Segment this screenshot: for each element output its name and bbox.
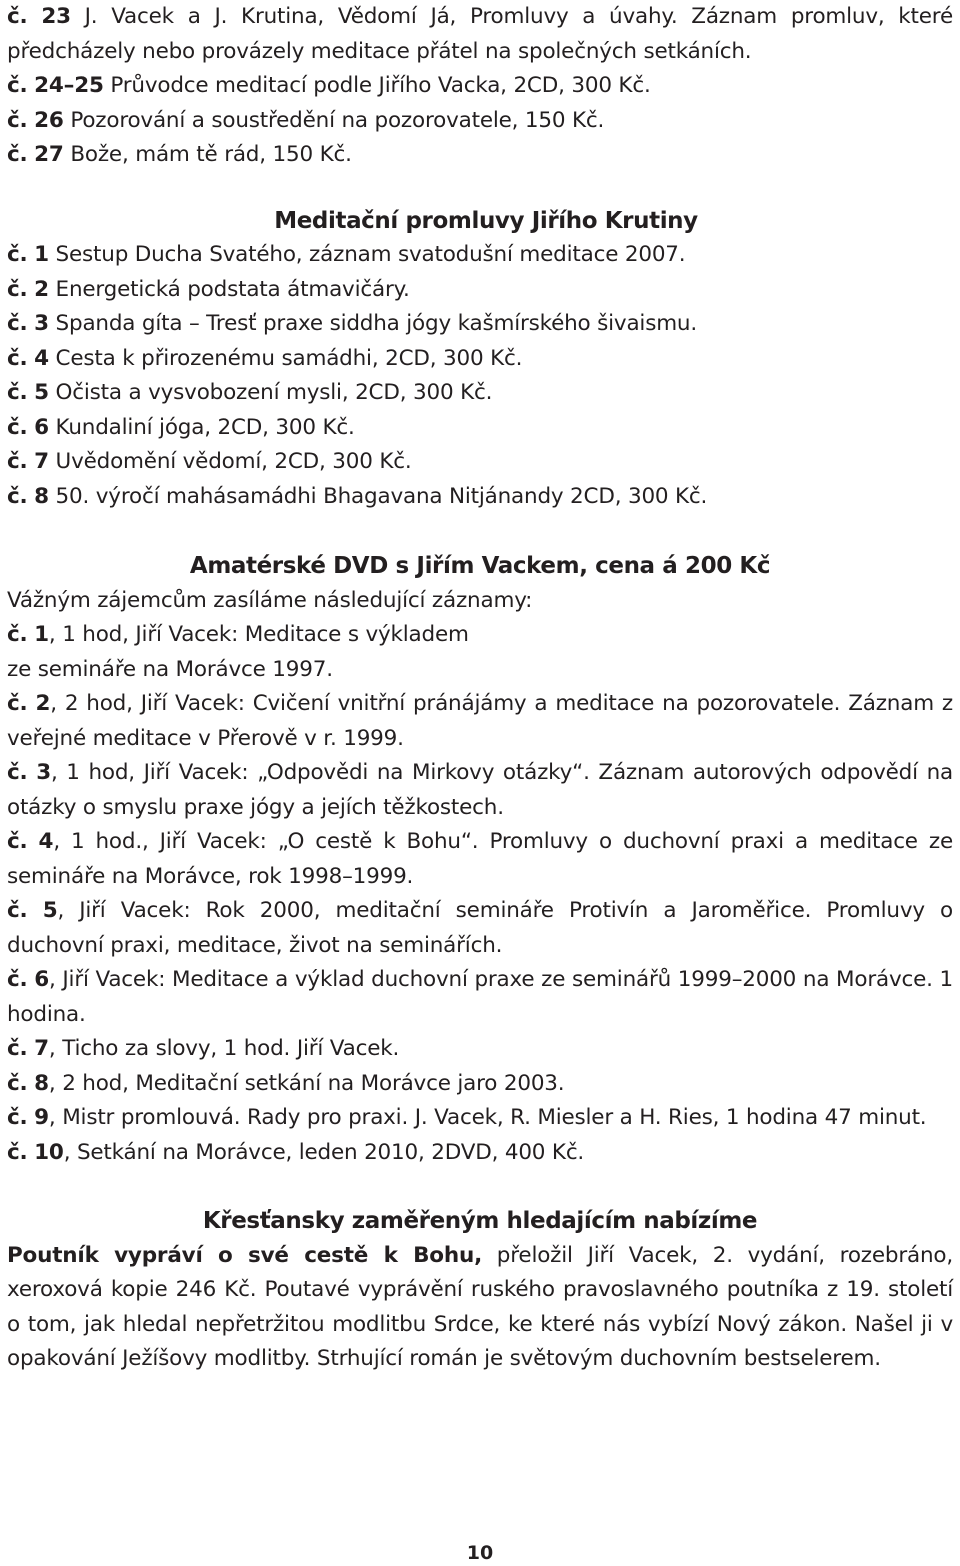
item-prefix: č. <box>7 829 28 854</box>
item-prefix: č. <box>7 967 28 992</box>
item-prefix: č. <box>7 483 28 509</box>
item-number: 7 <box>34 1036 49 1061</box>
item-prefix: č. <box>7 107 28 133</box>
item-text: , Jiří Vacek: Rok 2000, meditační semináře Protivín a Jaroměřice. Promluvy o duchovní praxi, meditace, život na seminářích. <box>7 898 954 958</box>
item-number: 7 <box>34 449 49 474</box>
item-prefix: č. <box>7 1105 28 1130</box>
item-prefix: č. <box>7 760 28 785</box>
item-prefix: č. <box>7 276 28 302</box>
item-prefix: č. <box>7 4 28 29</box>
list-item <box>7 307 953 342</box>
item-text: Cesta k přirozenému samádhi, 2CD, 300 Kč. <box>48 345 523 371</box>
page-content <box>7 0 953 1377</box>
item-prefix: č. <box>7 1070 28 1096</box>
item-prefix: č. <box>7 311 28 336</box>
item-text: Kundaliní jóga, 2CD, 300 Kč. <box>48 414 355 440</box>
item-text: , Ticho za slovy, 1 hod. Jiří Vacek. <box>48 1036 400 1061</box>
item-text: Sestup Ducha Svatého, záznam svatodušní meditace 2007. <box>48 242 686 267</box>
item-text: , 2 hod, Meditační setkání na Morávce jaro 2003. <box>48 1070 565 1096</box>
item-prefix: č. <box>7 242 28 267</box>
item-text: Pozorování a soustředění na pozorovatele, 150 Kč. <box>63 107 605 133</box>
list-item <box>7 894 953 963</box>
item-number: 1 <box>34 622 49 647</box>
item-prefix: č. <box>7 414 28 440</box>
item-number: 27 <box>34 142 64 167</box>
item-prefix: č. <box>7 622 28 647</box>
section-heading-dvd: Amatérské DVD s Jiřím Vackem, cena á 200 Kč <box>189 553 771 579</box>
list-item <box>7 1032 953 1067</box>
item-prefix: č. <box>7 449 28 474</box>
list-item <box>7 342 953 377</box>
list-item <box>7 1067 953 1102</box>
list-item <box>7 825 953 894</box>
list-item <box>7 138 953 173</box>
krutina-list <box>7 238 953 514</box>
item-number: 3 <box>34 311 49 336</box>
item-text: , 1 hod, Jiří Vacek: Meditace s výkladem ze semináře na Morávce 1997. <box>7 622 469 682</box>
list-item <box>7 69 953 104</box>
item-number: 4 <box>38 829 54 854</box>
list-item <box>7 273 953 308</box>
top-list <box>7 0 953 173</box>
item-text: Spanda gíta – Tresť praxe siddha jógy kašmírského šivaismu. <box>48 311 697 336</box>
section-heading-krutina: Meditační promluvy Jiřího Krutiny <box>274 207 698 234</box>
item-text: J. Vacek a J. Krutina, Vědomí Já, Promluvy a úvahy. Záznam promluv, které předcházely nebo provázely meditace přátel na společných setkáních. <box>7 4 953 64</box>
item-number: 8 <box>34 1070 49 1096</box>
item-text: Průvodce meditací podle Jiřího Vacka, 2CD, 300 Kč. <box>103 73 651 98</box>
item-number: 8 <box>34 483 49 509</box>
list-item <box>7 756 953 825</box>
item-number: 5 <box>34 380 49 405</box>
item-number: 6 <box>34 967 50 992</box>
item-text: , 1 hod., Jiří Vacek: „O cestě k Bohu“. Promluvy o duchovní praxi a meditace ze semináře na Morávce, rok 1998–1999. <box>7 829 953 889</box>
item-number: 10 <box>34 1139 64 1165</box>
book-text: přeložil Jiří Vacek, 2. vydání, rozebráno, xeroxová kopie 246 Kč. Poutavé vyprávění ruského pravoslavného poutníka z 19. století o tom, jak hledal nepřetržitou modlitbu Srdce, ke které nás vybízí Nový zákon. Našel ji v opakování Ježíšovy modlitby. Strhující román je světovým duchovním bestselerem. <box>7 1242 953 1371</box>
item-number: 2 <box>35 691 51 716</box>
dvd-list <box>7 618 953 1170</box>
list-item <box>7 445 953 480</box>
item-text: , Mistr promlouvá. Rady pro praxi. J. Vacek, R. Miesler a H. Ries, 1 hodina 47 minut. <box>48 1105 927 1130</box>
item-prefix: č. <box>7 380 28 405</box>
item-number: 1 <box>34 242 49 267</box>
item-prefix: č. <box>7 1036 28 1061</box>
item-text: , Setkání na Morávce, leden 2010, 2DVD, 400 Kč. <box>63 1139 585 1165</box>
item-prefix: č. <box>7 691 28 716</box>
item-number: 3 <box>36 760 51 785</box>
list-item <box>7 1101 953 1136</box>
list-item <box>7 238 953 273</box>
list-item <box>7 963 953 1032</box>
list-item <box>7 104 953 139</box>
dvd-intro: Vážným zájemcům zasíláme následující záznamy: <box>7 587 533 613</box>
list-item <box>7 376 953 411</box>
section-heading-christian: Křesťansky zaměřeným hledajícím nabízíme <box>202 1208 758 1234</box>
list-item <box>7 480 953 515</box>
item-number: 2 <box>34 276 49 302</box>
list-item <box>7 618 953 687</box>
item-number: 9 <box>34 1105 49 1130</box>
item-prefix: č. <box>7 73 28 98</box>
item-number: 5 <box>42 898 58 923</box>
list-item <box>7 1136 953 1171</box>
list-item <box>7 411 953 446</box>
list-item <box>7 0 953 69</box>
item-text: Uvědomění vědomí, 2CD, 300 Kč. <box>48 449 412 474</box>
item-prefix: č. <box>7 898 28 923</box>
item-number: 23 <box>41 4 71 29</box>
item-text: , 1 hod, Jiří Vacek: „Odpovědi na Mirkovy otázky“. Záznam autorových odpovědí na otázky o smyslu praxe jógy a jejích těžkostech. <box>7 760 953 820</box>
item-text: Energetická podstata átmavičáry. <box>48 276 410 302</box>
item-text: , 2 hod, Jiří Vacek: Cvičení vnitřní pránájámy a meditace na pozorovatele. Záznam z veřejné meditace v Přerově v r. 1999. <box>7 691 953 751</box>
item-text: , Jiří Vacek: Meditace a výklad duchovní praxe ze seminářů 1999–2000 na Morávce. 1 hodina. <box>7 967 953 1027</box>
item-number: 24–25 <box>34 73 104 98</box>
item-prefix: č. <box>7 1139 28 1165</box>
book-description <box>7 1239 953 1377</box>
item-text: Bože, mám tě rád, 150 Kč. <box>63 142 352 167</box>
item-text: 50. výročí mahásamádhi Bhagavana Nitjánandy 2CD, 300 Kč. <box>48 483 708 509</box>
item-number: 26 <box>34 107 64 133</box>
item-number: 4 <box>34 345 49 371</box>
book-title: Poutník vypráví o své cestě k Bohu, <box>7 1242 483 1268</box>
page-number: 10 <box>466 1542 494 1564</box>
item-prefix: č. <box>7 345 28 371</box>
item-prefix: č. <box>7 142 28 167</box>
item-text: Očista a vysvobození mysli, 2CD, 300 Kč. <box>48 380 493 405</box>
item-number: 6 <box>34 414 49 440</box>
list-item <box>7 687 953 756</box>
